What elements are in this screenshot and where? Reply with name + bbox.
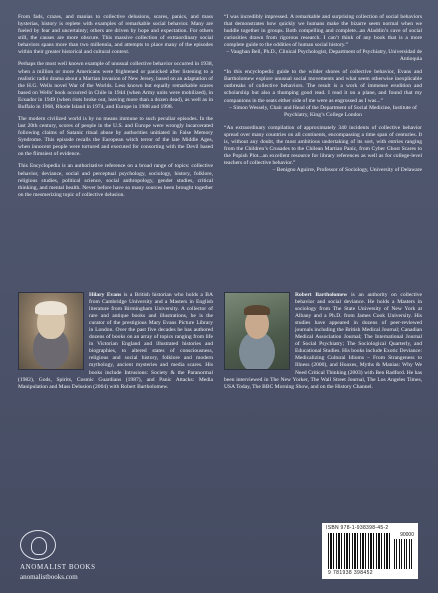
publisher-url: anomalistbooks.com [20,573,78,581]
quote-text: “In this encyclopedic guide to the wilder shores of collective behavior, Evans and Bartholomew explore unusual social movements and what seem otherwise inexplicable outbreaks of collective behaviors. The result is a work of immense erudition and scholarship but also a thumping good read. I read it on a plane, and found that my companions in the seats either side of me were as engrossed as I was...” [224,69,422,104]
quote-text: “An extraordinary compilation of approximately 340 incidents of collective behavior spread over many countries on all continents, encompassing a time span of centuries. It is, without any doubt, the most ambitious undertaking of its sort, with entries ranging from the Children’s Crusades to the Chilean Martian Panic, from Cyber Ghost Scares to the Popish Plot...an excellent resource for library references as well as for college-level teachers of collective behavior.” [224,124,422,166]
author-photo-bartholomew [224,292,290,370]
quote-attribution: – Simon Wessely, Chair and Head of the Department of Social Medicine, Institute of Psychiatry, King’s College London [229,104,417,118]
author-name: Hilary Evans [89,292,122,298]
barcode [322,523,418,579]
quote-attribution: – Vaughan Bell, Ph.D., Clinical Psychologist, Department of Psychiatry, Universidad de Antioquia [226,49,422,63]
isbn-label: ISBN 978-1-938398-45-2 [326,525,389,531]
intro-paragraph-2: Perhaps the most well known example of unusual collective behavior occurred in 1938, when a million or more Americans were frightened or panicked after listening to a realistic radio drama about a Martian invasion of New Jersey, based on an adaptation of the H.G. Wells novel War of the Worlds. Less known but equally remarkable scares based on Wells' book occurred in Chile in 1944 (when Army units were mobilized), in Ecuador in 1949 (when riots broke out, leaving more than a dozen dead), as well as in Buffalo in 1968, Rhode Island in 1974, and Europe in 1988 and 1998. [18,61,213,110]
price-code: 90000 [400,532,414,538]
author-name: Robert Bartholomew [295,292,348,298]
quote-text: “I was incredibly impressed. A remarkable and surprising collection of social behaviors that demonstrates how quickly we humans make the bizarre seem normal when we huddle together in groups. Both compelling and complete...an Aladdin’s cave of social curiosities drawn from rigorous research. I can’t think of any book that is a more complete guide to the oddities of human social history.” [224,14,422,49]
barcode-bars-icon [328,533,390,569]
author-bio-bartholomew [224,292,422,391]
review-quote [224,125,422,174]
review-quote [224,69,422,118]
author-bio-evans [18,292,213,391]
author-bio-text: is an authority on collective behavior and social deviance. He holds a Masters in sociology from The State University of New York at Albany and a Ph.D. from James Cook University. His studies have appeared in dozens of peer-reviewed journals including the British Medical Journal; Canadian Medical Association Journal; The International Journal of Social Psychiatry; The Sociological Quarterly, and Educational Studies. His books include Exotic Deviance: Medicalizing Cultural Idioms – From Strangeness to Illness (2000), and Hoaxes, Myths & Manias: Why We Need Critical Thinking (2003) with Ben Radford. He has been interviewed in The New Yorker, The Wall Street Journal, The Los Angeles Times, USA Today, The BBC Morning Show, and on the History Channel. [224,292,422,390]
price-barcode-icon [394,539,412,569]
intro-column [18,14,213,204]
intro-paragraph-4: This Encyclopedia is an authoritative reference on a broad range of topics: collective behavior, deviance, social and perceptual psychology, sociology, history, folklore, religious studies, political science, social anthropology, gender studies, critical thinking, and mental health. Never before have so many sources been brought together on the mesmerizing topic of collective delusion. [18,163,213,198]
intro-paragraph-1: From fads, crazes, and manias to collective delusions, scares, panics, and mass hysterias, history is replete with examples of remarkable social behavior. Many are fueled by fear and uncertainty; others are driven by hope and expectation. For others still, the causes are more obscure. This massive collection of extraordinary social behaviors spans more than two millennia, and attempts to place many of the episodes within their greater historical and cultural context. [18,14,213,56]
intro-paragraph-3: The modern civilized world is by no means immune to such peculiar episodes. In the last 20th century, scores of people in the U.S. and Europe were wrongly incarcerated following claims of Satanic ritual abuse by authorities unitiated in False Memory Syndrome. This episode recalls the European witch terror of the late Middle Ages, when innocent people were tortured and executed for consorting with the Devil based on the flimsiest of evidence. [18,115,213,158]
quote-attribution: – Benigno Aguirre, Professor of Sociology, University of Delaware [272,166,422,173]
ean-number: 9 781938 398452 [328,570,373,576]
spiral-logo-icon [20,530,56,560]
author-bio-text: is a British historian who holds a BA from Cambridge University and a Masters in English literature from Birmingham University. A collector of rare and antique books and illustrations, he is the curator of the prestigious Mary Evans Picture Library in London. Over the past five decades he has authored dozens of books on an array of topics ranging from life in Victorian England and illustrated histories and biographies, to altered states of consciousness, religious and social history, folklore and modern mythology, ancient mysteries and media scares. His books include Intrusions: Society & the Paranormal (1982), Gods, Spirits, Cosmic Guardians (1987), and Panic Attacks: Media Manipulation and Mass Delusion (2004) with Robert Bartholomew. [18,292,213,390]
review-quote [224,14,422,63]
author-photo-evans [18,292,84,370]
publisher-name: ANOMALIST BOOKS [20,563,96,571]
review-quotes [224,14,422,180]
